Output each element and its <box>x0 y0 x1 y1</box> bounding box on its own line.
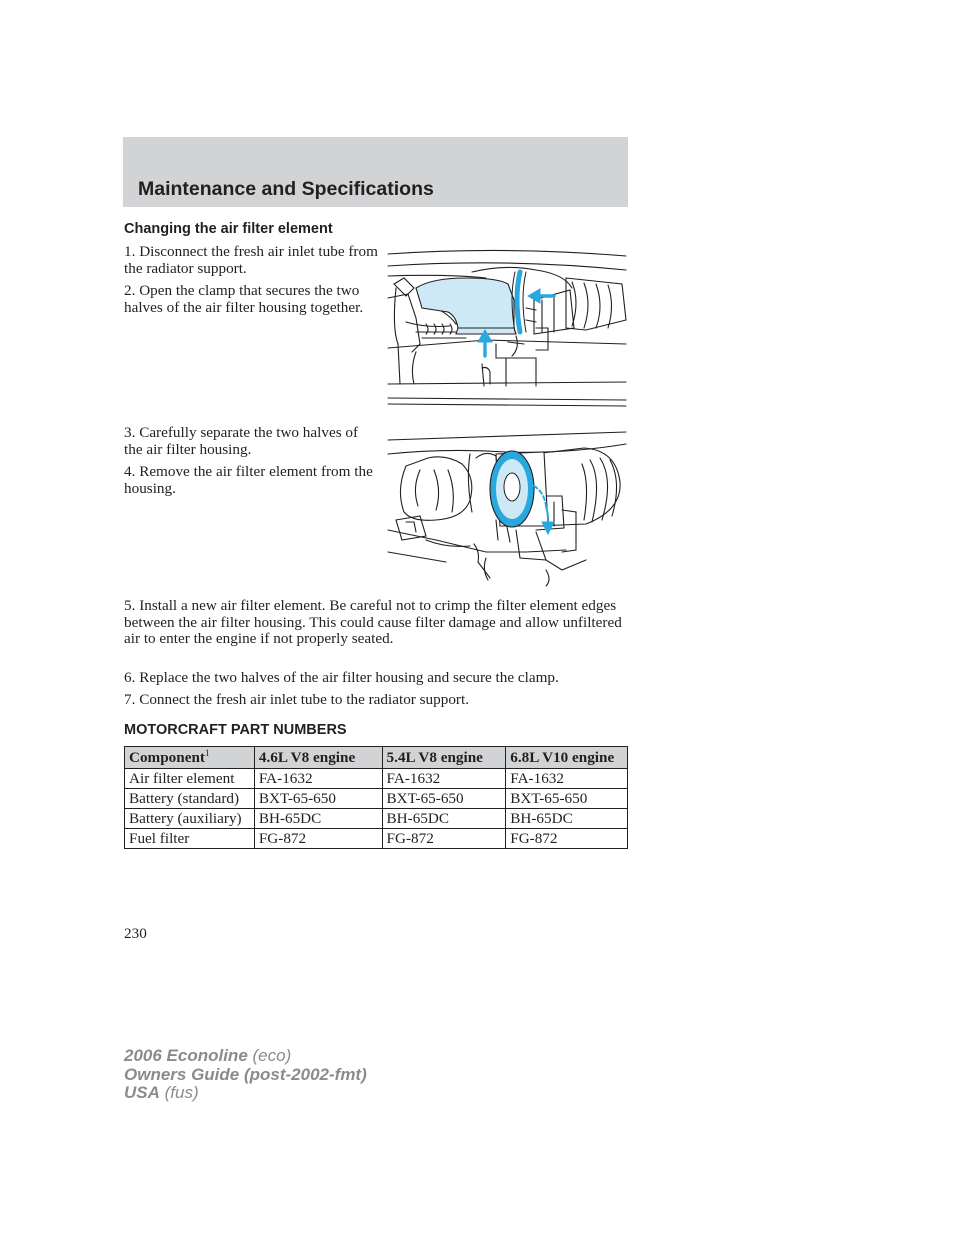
footer-market: USA <box>124 1083 160 1102</box>
step-5: 5. Install a new air filter element. Be careful not to crimp the filter element edges between the air filter housing. This could cause filter damage and allow unfiltered air to enter the engine if not properly seated. <box>124 597 622 648</box>
table-cell: BXT-65-650 <box>254 789 382 809</box>
table-cell: BXT-65-650 <box>506 789 628 809</box>
step-6: 6. Replace the two halves of the air filter housing and secure the clamp. <box>124 669 559 686</box>
table-row <box>125 809 628 829</box>
step-3: 3. Carefully separate the two halves of the air filter housing. <box>124 424 359 458</box>
footnote-marker: 1 <box>204 748 210 758</box>
table-row <box>125 789 628 809</box>
step-7: 7. Connect the fresh air inlet tube to the radiator support. <box>124 691 469 708</box>
table-cell: Battery (standard) <box>125 789 255 809</box>
table-cell: BH-65DC <box>506 809 628 829</box>
air-filter-heading: Changing the air filter element <box>124 221 333 237</box>
column-header-5-4l: 5.4L V8 engine <box>382 747 506 769</box>
part-numbers-table <box>124 746 628 849</box>
column-header-4-6l: 4.6L V8 engine <box>254 747 382 769</box>
column-header-6-8l: 6.8L V10 engine <box>506 747 628 769</box>
table-cell: FG-872 <box>506 829 628 849</box>
table-cell: BH-65DC <box>382 809 506 829</box>
step-1: 1. Disconnect the fresh air inlet tube from the radiator support. <box>124 243 378 277</box>
table-cell: BXT-65-650 <box>382 789 506 809</box>
table-cell: BH-65DC <box>254 809 382 829</box>
footer-model-code: (eco) <box>252 1046 292 1065</box>
table-cell: FG-872 <box>254 829 382 849</box>
step-2: 2. Open the clamp that secures the two halves of the air filter housing together. <box>124 282 364 316</box>
section-title: Maintenance and Specifications <box>138 178 434 200</box>
table-header-row <box>125 747 628 769</box>
footer-market-code: (fus) <box>164 1083 199 1102</box>
table-cell: Air filter element <box>125 769 255 789</box>
column-header-component: Component$^1$ <box>125 747 255 769</box>
part-numbers-heading: MOTORCRAFT PART NUMBERS <box>124 722 347 738</box>
table-cell: Battery (auxiliary) <box>125 809 255 829</box>
table-row <box>125 769 628 789</box>
footer-guide: Owners Guide (post-2002-fmt) <box>124 1064 367 1084</box>
footer-model: 2006 Econoline <box>124 1046 248 1065</box>
air-filter-element-illustration <box>386 430 628 588</box>
table-row <box>125 829 628 849</box>
table-cell: FA-1632 <box>382 769 506 789</box>
table-cell: FG-872 <box>382 829 506 849</box>
document-footer <box>124 1047 367 1103</box>
step-4: 4. Remove the air filter element from the housing. <box>124 463 373 497</box>
table-cell: FA-1632 <box>254 769 382 789</box>
air-inlet-tube-illustration <box>386 248 628 410</box>
table-cell: Fuel filter <box>125 829 255 849</box>
table-cell: FA-1632 <box>506 769 628 789</box>
page-number: 230 <box>124 925 147 942</box>
section-header-band <box>123 137 628 207</box>
